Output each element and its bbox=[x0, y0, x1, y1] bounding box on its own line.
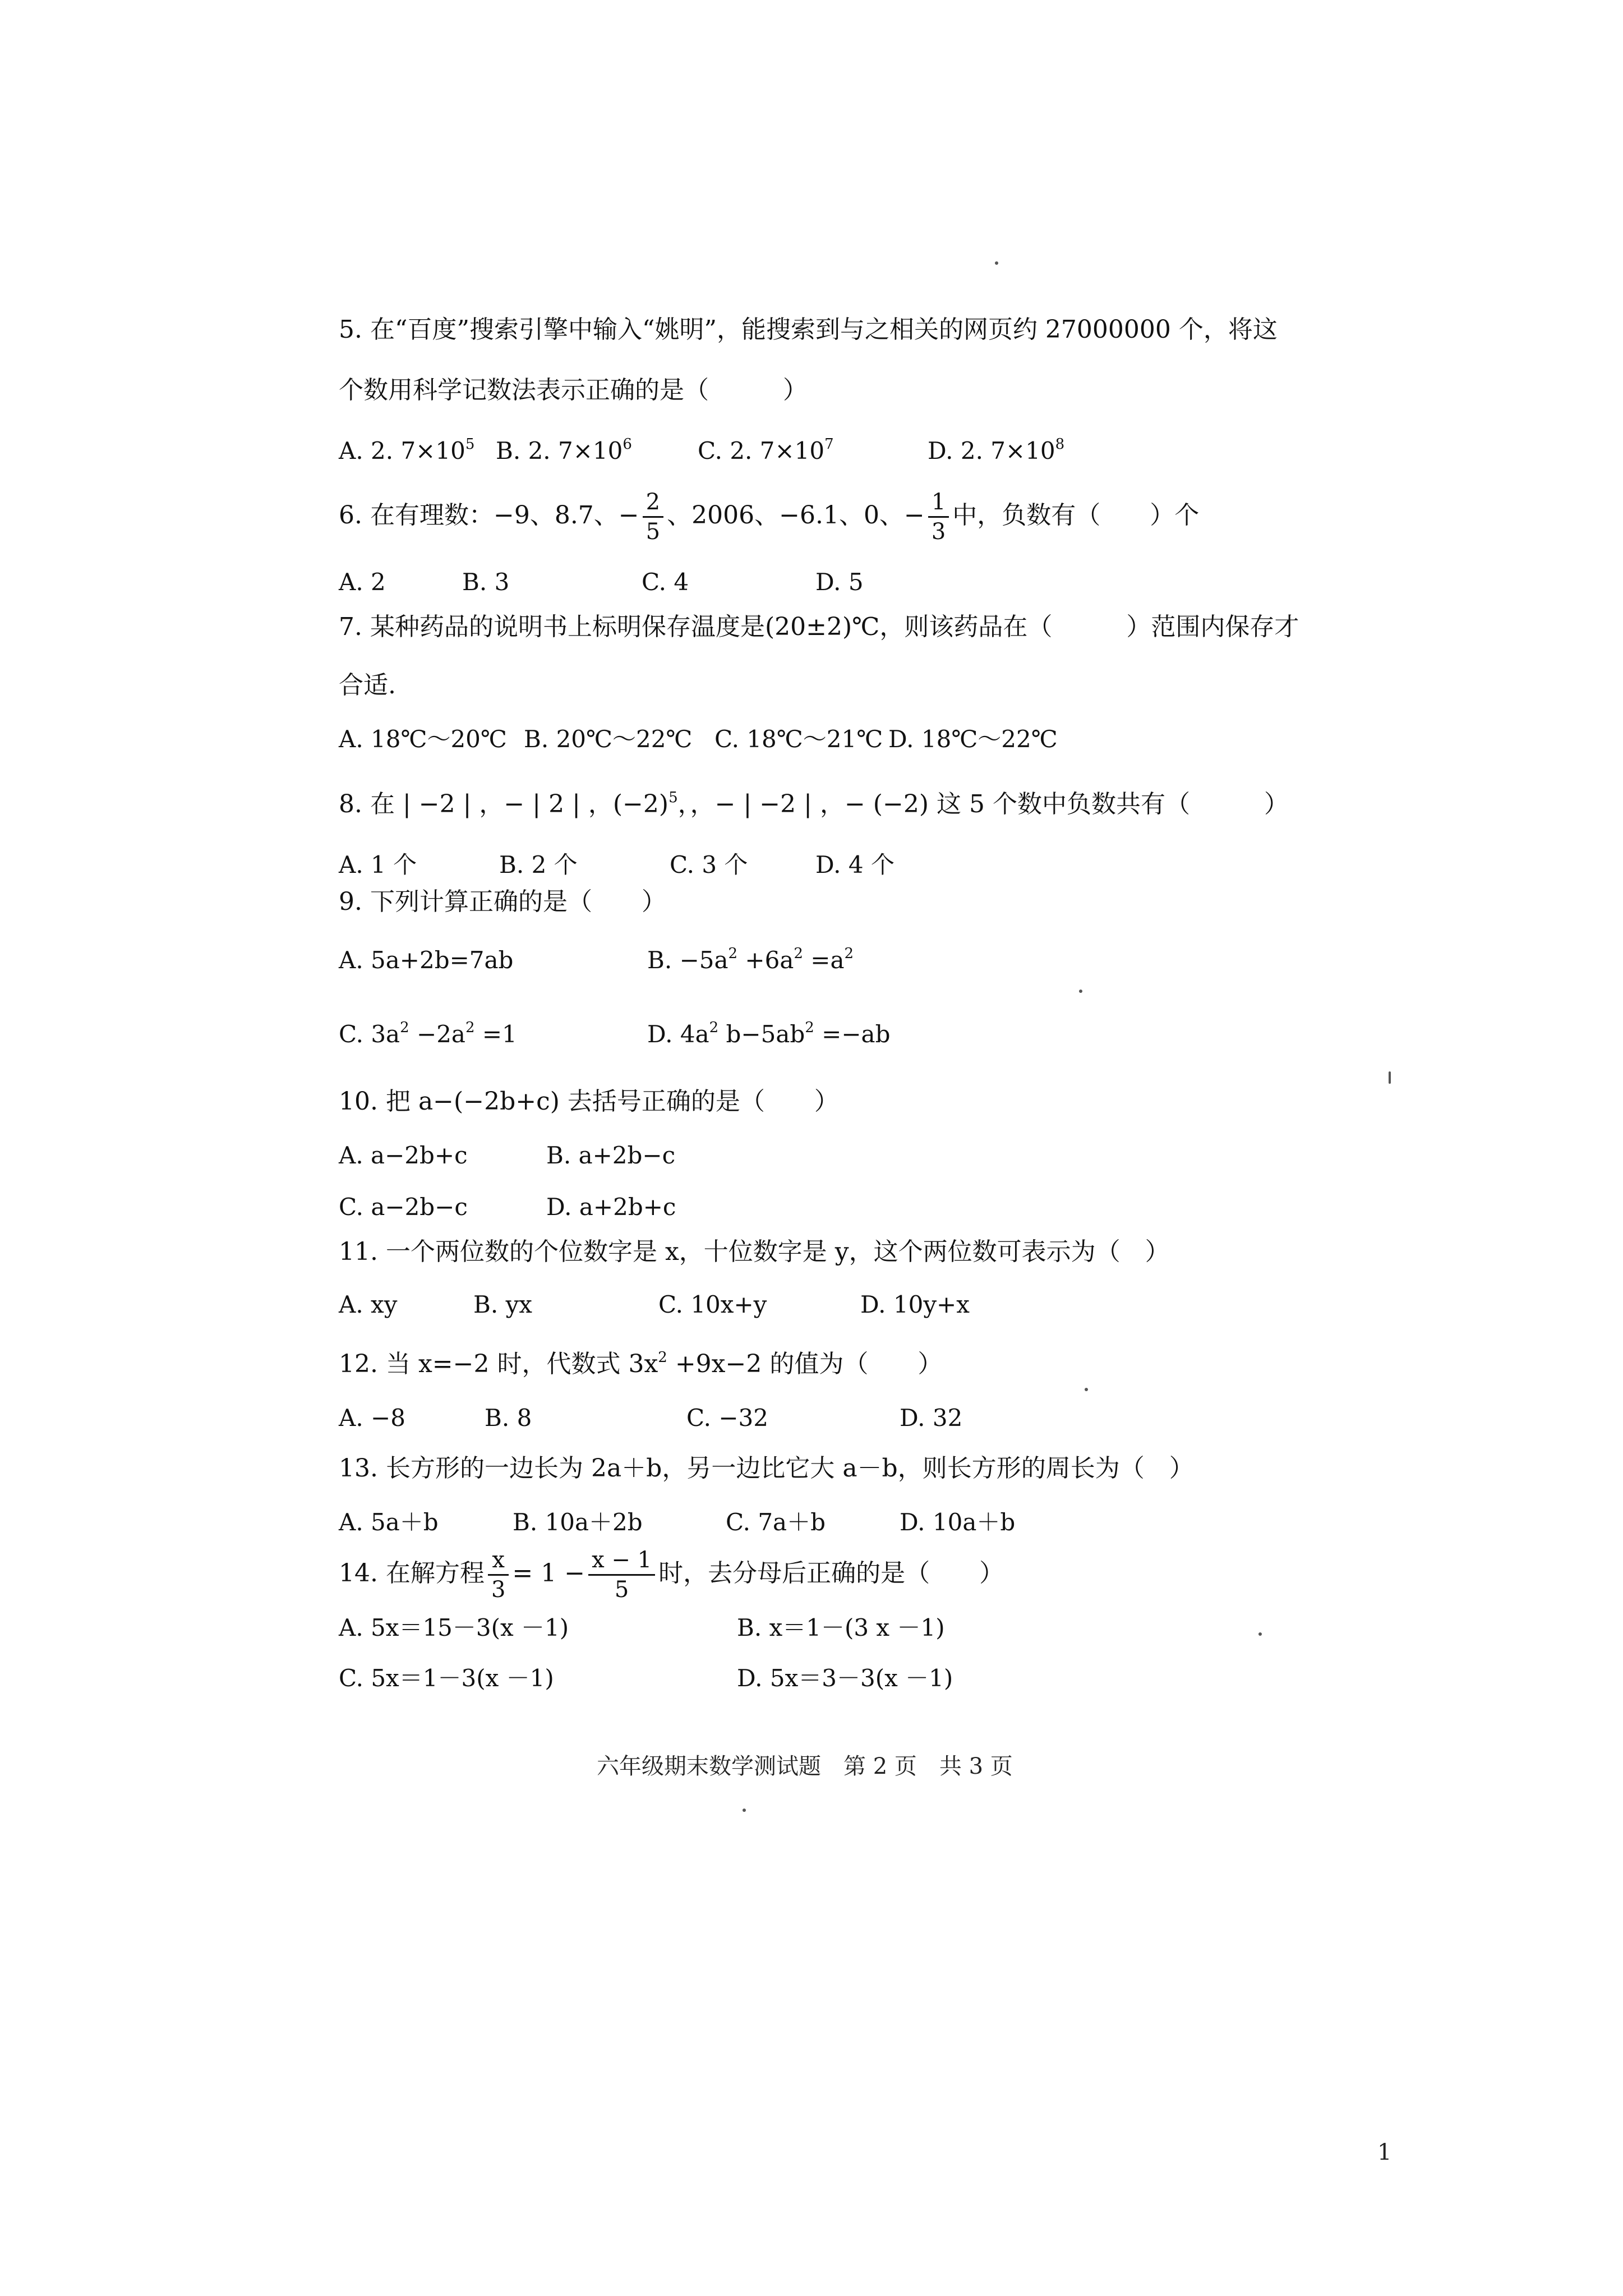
q9-option-b-exp1: 2 bbox=[728, 945, 738, 962]
q5-option-d-exp: 8 bbox=[1055, 436, 1065, 453]
q9-option-b-part1: B. −5a bbox=[647, 946, 728, 974]
q12-option-a: A. −8 bbox=[339, 1404, 405, 1432]
q7-option-b: B. 20℃～22℃ bbox=[524, 725, 693, 753]
q10-option-b: B. a+2b−c bbox=[546, 1142, 676, 1169]
scan-speck bbox=[995, 261, 998, 265]
q14-stem-mid: = 1 − bbox=[512, 1559, 585, 1588]
q13-stem: 13. 长方形的一边长为 2a＋b，另一边比它大 a－b，则长方形的周长为（ ） bbox=[339, 1454, 1194, 1483]
q9-option-b bbox=[647, 945, 854, 976]
scan-speck bbox=[1079, 990, 1082, 993]
q6-stem bbox=[339, 488, 1199, 546]
q6-stem-post: 中，负数有（ ）个 bbox=[952, 501, 1200, 530]
q5-option-c-text: C. 2. 7×10 bbox=[698, 437, 825, 464]
q9-option-d-exp2: 2 bbox=[805, 1019, 814, 1036]
q9-option-c-part3: =1 bbox=[474, 1020, 517, 1048]
q6-stem-mid: 、2006、−6.1、0、− bbox=[667, 501, 925, 530]
q14-fraction-2 bbox=[588, 1546, 655, 1604]
q8-option-c: C. 3 个 bbox=[670, 851, 748, 878]
q12-stem bbox=[339, 1349, 942, 1380]
q14-option-b: B. x＝1－(3 x －1) bbox=[737, 1614, 945, 1641]
q10-option-a: A. a−2b+c bbox=[339, 1142, 468, 1169]
q5-option-b bbox=[496, 435, 632, 467]
q8-option-b: B. 2 个 bbox=[499, 851, 578, 878]
q9-option-d-part3: =−ab bbox=[814, 1020, 891, 1048]
page-footer: 六年级期末数学测试题 第 2 页 共 3 页 bbox=[597, 1754, 1013, 1779]
q9-option-c-exp2: 2 bbox=[465, 1019, 475, 1036]
q8-stem bbox=[339, 789, 1289, 820]
q9-option-d-part1: D. 4a bbox=[647, 1020, 709, 1048]
q12-option-c: C. −32 bbox=[686, 1404, 768, 1432]
q14-fraction-1-numerator: x bbox=[488, 1546, 509, 1576]
q14-fraction-2-denominator: 5 bbox=[614, 1577, 629, 1603]
q12-option-d: D. 32 bbox=[900, 1404, 963, 1432]
q14-stem-pre: 14. 在解方程 bbox=[339, 1559, 485, 1588]
q6-fraction-1 bbox=[643, 488, 663, 546]
q10-option-c: C. a−2b−c bbox=[339, 1193, 468, 1221]
q6-option-a: A. 2 bbox=[339, 568, 386, 596]
q6-stem-pre: 6. 在有理数：−9、8.7、− bbox=[339, 501, 639, 530]
q8-option-d: D. 4 个 bbox=[815, 851, 895, 878]
q9-option-b-exp3: 2 bbox=[844, 945, 854, 962]
q6-fraction-1-denominator: 5 bbox=[645, 519, 661, 545]
q7-option-d: D. 18℃～22℃ bbox=[888, 725, 1058, 753]
q8-option-a: A. 1 个 bbox=[339, 851, 417, 878]
q5-option-a-text: A. 2. 7×10 bbox=[339, 437, 465, 464]
q5-option-c bbox=[698, 435, 834, 467]
q14-fraction-1 bbox=[488, 1546, 509, 1604]
q5-option-d-text: D. 2. 7×10 bbox=[928, 437, 1055, 464]
q14-option-c: C. 5x＝1－3(x －1) bbox=[339, 1664, 554, 1692]
q8-stem-post: ，，− | −2 | ，− (−2) 这 5 个数中负数共有（ ） bbox=[677, 790, 1289, 818]
q6-fraction-1-numerator: 2 bbox=[643, 488, 663, 518]
q11-stem: 11. 一个两位数的个位数字是 x，十位数字是 y，这个两位数可表示为（ ） bbox=[339, 1237, 1170, 1266]
q7-stem-line2: 合适. bbox=[339, 671, 396, 700]
q14-option-d: D. 5x＝3－3(x －1) bbox=[737, 1664, 953, 1692]
q11-option-b: B. yx bbox=[473, 1291, 532, 1318]
q13-option-d: D. 10a＋b bbox=[900, 1508, 1016, 1536]
q6-option-d: D. 5 bbox=[815, 568, 864, 596]
q13-option-c: C. 7a＋b bbox=[726, 1508, 826, 1536]
q5-option-b-exp: 6 bbox=[623, 436, 632, 453]
q5-option-c-exp: 7 bbox=[824, 436, 834, 453]
q9-option-b-exp2: 2 bbox=[794, 945, 803, 962]
q14-fraction-2-numerator: x − 1 bbox=[588, 1546, 655, 1576]
q7-option-c: C. 18℃～21℃ bbox=[714, 725, 883, 753]
q14-stem-post: 时，去分母后正确的是（ ） bbox=[658, 1559, 1004, 1588]
q6-option-c: C. 4 bbox=[642, 568, 689, 596]
q9-option-d-part2: b−5ab bbox=[718, 1020, 805, 1048]
q12-stem-pre: 12. 当 x=−2 时，代数式 3x bbox=[339, 1350, 658, 1378]
q9-option-c bbox=[339, 1019, 517, 1050]
q14-fraction-1-denominator: 3 bbox=[491, 1577, 506, 1603]
q5-option-a bbox=[339, 435, 474, 467]
q8-stem-pre: 8. 在 | −2 | ，− | 2 | ，(−2) bbox=[339, 790, 669, 818]
q9-option-c-exp1: 2 bbox=[400, 1019, 409, 1036]
q10-option-d: D. a+2b+c bbox=[546, 1193, 676, 1221]
scan-speck bbox=[1389, 1071, 1391, 1084]
q9-stem: 9. 下列计算正确的是（ ） bbox=[339, 887, 666, 916]
q13-option-a: A. 5a＋b bbox=[339, 1508, 439, 1536]
q10-stem: 10. 把 a−(−2b+c) 去括号正确的是（ ） bbox=[339, 1087, 839, 1116]
q5-stem-line1: 5. 在“百度”搜索引擎中输入“姚明”，能搜索到与之相关的网页约 27000000 个，将这 bbox=[339, 315, 1278, 344]
q9-option-b-part2: +6a bbox=[737, 946, 794, 974]
scan-speck bbox=[743, 1809, 746, 1812]
q6-fraction-2 bbox=[928, 488, 949, 546]
q6-fraction-2-denominator: 3 bbox=[931, 519, 946, 545]
q5-option-b-text: B. 2. 7×10 bbox=[496, 437, 623, 464]
q12-option-b: B. 8 bbox=[485, 1404, 532, 1432]
q7-stem-line1: 7. 某种药品的说明书上标明保存温度是(20±2)℃，则该药品在（ ）范围内保存才 bbox=[339, 613, 1299, 641]
q9-option-c-part1: C. 3a bbox=[339, 1020, 400, 1048]
q9-option-d bbox=[647, 1019, 890, 1050]
q6-option-b: B. 3 bbox=[462, 568, 510, 596]
q6-fraction-2-numerator: 1 bbox=[928, 488, 949, 518]
q11-option-a: A. xy bbox=[339, 1291, 398, 1318]
q13-option-b: B. 10a＋2b bbox=[513, 1508, 643, 1536]
q9-option-c-part2: −2a bbox=[409, 1020, 465, 1048]
q5-option-d bbox=[928, 435, 1064, 467]
q11-option-d: D. 10y+x bbox=[860, 1291, 970, 1318]
q14-option-a: A. 5x＝15－3(x －1) bbox=[339, 1614, 569, 1641]
q8-stem-exp: 5 bbox=[668, 789, 678, 806]
q7-option-a: A. 18℃～20℃ bbox=[339, 725, 507, 753]
q9-option-d-exp1: 2 bbox=[709, 1019, 719, 1036]
scan-speck bbox=[1085, 1388, 1088, 1391]
scan-speck bbox=[1258, 1632, 1262, 1636]
q5-option-a-exp: 5 bbox=[465, 436, 475, 453]
q14-stem bbox=[339, 1546, 1004, 1604]
q9-option-a: A. 5a+2b=7ab bbox=[339, 946, 514, 974]
q5-stem-line2: 个数用科学记数法表示正确的是（ ） bbox=[339, 376, 808, 404]
page-number: 1 bbox=[1377, 2139, 1392, 2165]
q12-stem-post: +9x−2 的值为（ ） bbox=[667, 1350, 943, 1378]
q9-option-b-part3: =a bbox=[803, 946, 845, 974]
q11-option-c: C. 10x+y bbox=[658, 1291, 767, 1318]
q12-stem-exp: 2 bbox=[658, 1349, 667, 1366]
